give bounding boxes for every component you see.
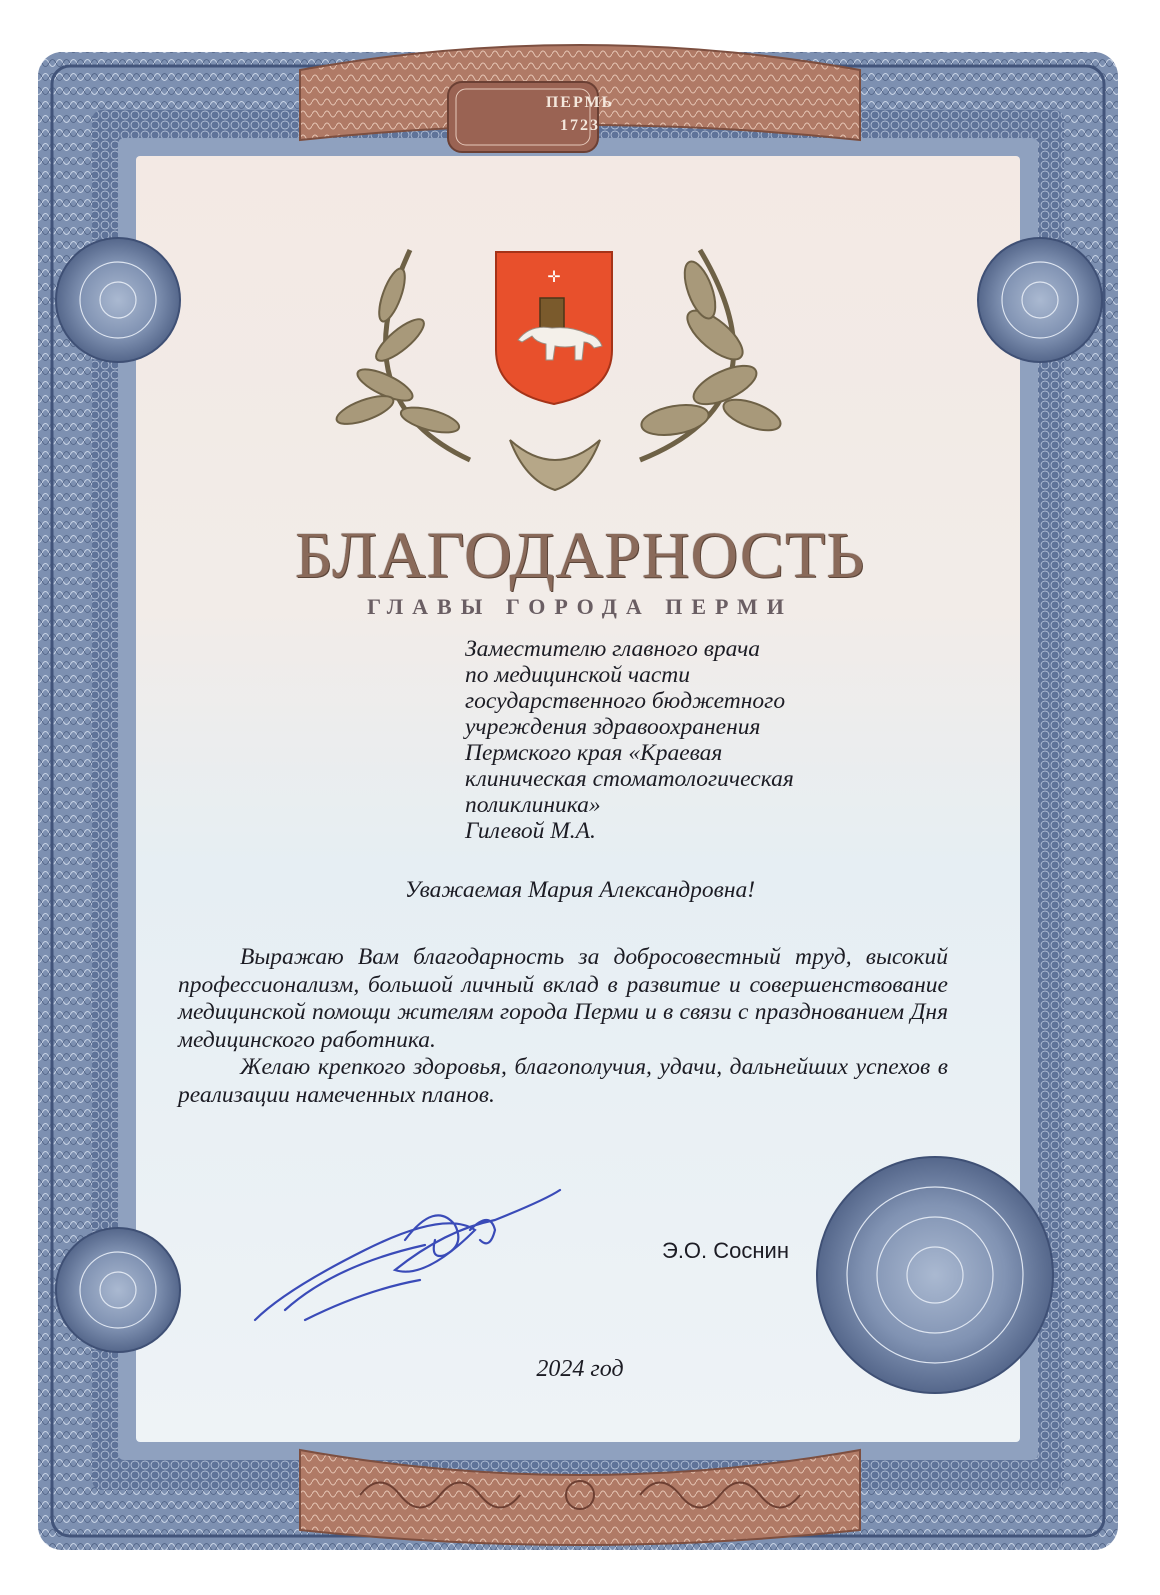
addressee-line: поликлиника» [465, 792, 601, 818]
founded-year: 1723 [560, 117, 600, 134]
svg-text:✛: ✛ [547, 267, 561, 286]
addressee-line: учреждения здравоохранения [465, 714, 761, 740]
document-title: БЛАГОДАРНОСТЬ [294, 519, 866, 592]
document-year: 2024 год [536, 1356, 624, 1382]
message-body [178, 944, 948, 1109]
addressee-line: по медицинской части [465, 662, 691, 688]
addressee-line: клиническая стоматологическая [465, 766, 794, 792]
document-subtitle: ГЛАВЫ ГОРОДА ПЕРМИ [367, 594, 793, 619]
corner-rosette-top-left [56, 238, 180, 362]
corner-rosette-top-right [978, 238, 1102, 362]
addressee-line: государственного бюджетного [465, 688, 786, 714]
greeting: Уважаемая Мария Александровна! [404, 877, 756, 903]
signer-name: Э.О. Соснин [662, 1238, 789, 1263]
addressee-block [465, 636, 794, 844]
addressee-line: Гилевой М.А. [465, 818, 596, 844]
handwritten-signature-icon [245, 1170, 575, 1330]
addressee-line: Заместителю главного врача [465, 636, 761, 662]
message-paragraph: Выражаю Вам благодарность за добросовестный труд, высокий профессионализм, большой личный вклад в развитие и совершенствование медицинской помощи жителям города Перми и в связи с празднованием Дня медицинского работника. [178, 944, 948, 1053]
message-paragraph: Желаю крепкого здоровья, благополучия, удачи, дальнейших успехов в реализации намеченных планов. [178, 1054, 948, 1108]
city-name: ПЕРМЬ [545, 94, 615, 111]
addressee-line: Пермского края «Краевая [465, 740, 723, 766]
corner-rosette-bottom-left [56, 1228, 180, 1352]
perm-coat-of-arms-icon [496, 252, 612, 404]
